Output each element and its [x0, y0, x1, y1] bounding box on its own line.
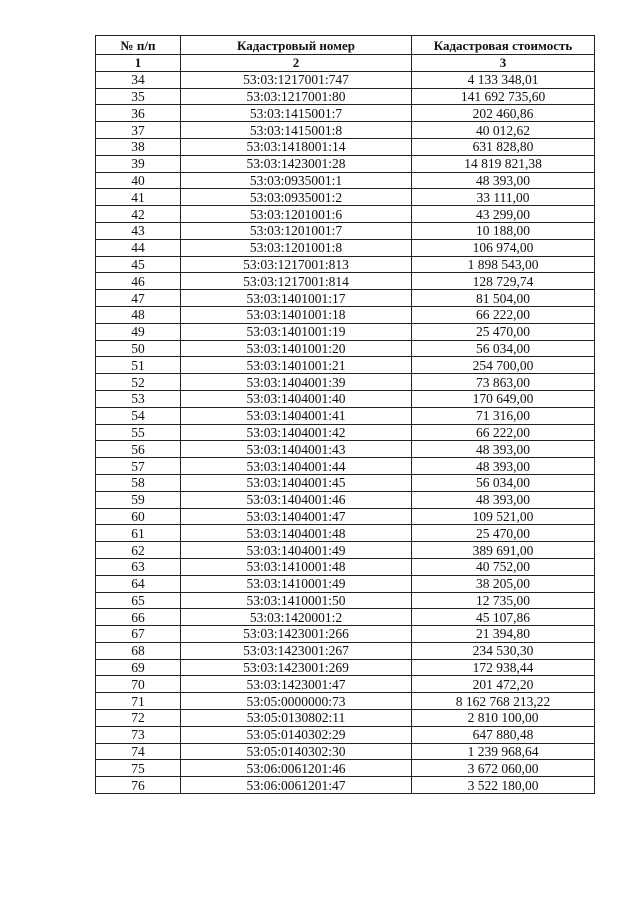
cadastral-number-cell: 53:03:1201001:6	[181, 206, 412, 223]
table-row	[96, 491, 595, 508]
cadastral-value-cell: 109 521,00	[412, 508, 595, 525]
table-row	[96, 609, 595, 626]
cadastral-value-cell: 1 898 543,00	[412, 256, 595, 273]
cadastral-number-cell: 53:03:1418001:14	[181, 138, 412, 155]
cadastral-value-cell: 170 649,00	[412, 390, 595, 407]
cadastral-number-cell: 53:03:1404001:49	[181, 542, 412, 559]
cadastral-value-cell: 3 672 060,00	[412, 760, 595, 777]
cadastral-number-cell: 53:03:1217001:747	[181, 71, 412, 88]
table-row	[96, 290, 595, 307]
row-number-cell: 55	[96, 424, 181, 441]
table-row	[96, 474, 595, 491]
cadastral-value-cell: 14 819 821,38	[412, 155, 595, 172]
table-row	[96, 693, 595, 710]
table-row	[96, 88, 595, 105]
table-row	[96, 659, 595, 676]
cadastral-value-cell: 48 393,00	[412, 441, 595, 458]
cadastral-value-cell: 254 700,00	[412, 357, 595, 374]
table-row	[96, 743, 595, 760]
table-row	[96, 642, 595, 659]
row-number-cell: 56	[96, 441, 181, 458]
cadastral-number-cell: 53:03:0935001:1	[181, 172, 412, 189]
cadastral-value-cell: 141 692 735,60	[412, 88, 595, 105]
row-number-cell: 52	[96, 374, 181, 391]
cadastral-number-cell: 53:06:0061201:46	[181, 760, 412, 777]
header-cadastral-value: Кадастровая стоимость	[412, 36, 595, 55]
row-number-cell: 38	[96, 138, 181, 155]
row-number-cell: 73	[96, 726, 181, 743]
row-number-cell: 76	[96, 777, 181, 794]
cadastral-value-cell: 48 393,00	[412, 491, 595, 508]
table-row	[96, 256, 595, 273]
table-row	[96, 760, 595, 777]
row-number-cell: 44	[96, 239, 181, 256]
column-number-2: 2	[181, 55, 412, 72]
cadastral-value-cell: 71 316,00	[412, 407, 595, 424]
table-row	[96, 374, 595, 391]
cadastral-number-cell: 53:03:1401001:17	[181, 290, 412, 307]
row-number-cell: 64	[96, 575, 181, 592]
row-number-cell: 65	[96, 592, 181, 609]
table-body	[96, 71, 595, 793]
row-number-cell: 50	[96, 340, 181, 357]
cadastral-number-cell: 53:03:1410001:49	[181, 575, 412, 592]
cadastral-number-cell: 53:03:1423001:269	[181, 659, 412, 676]
row-number-cell: 45	[96, 256, 181, 273]
table-row	[96, 441, 595, 458]
row-number-cell: 63	[96, 558, 181, 575]
cadastral-number-cell: 53:03:1404001:43	[181, 441, 412, 458]
cadastral-value-cell: 2 810 100,00	[412, 710, 595, 727]
row-number-cell: 36	[96, 105, 181, 122]
cadastral-number-cell: 53:03:1404001:40	[181, 390, 412, 407]
cadastral-value-cell: 1 239 968,64	[412, 743, 595, 760]
cadastral-value-cell: 389 691,00	[412, 542, 595, 559]
table-row	[96, 138, 595, 155]
table-row	[96, 172, 595, 189]
row-number-cell: 68	[96, 642, 181, 659]
table-row	[96, 726, 595, 743]
table-row	[96, 206, 595, 223]
table-row	[96, 323, 595, 340]
row-number-cell: 62	[96, 542, 181, 559]
cadastral-number-cell: 53:03:1404001:41	[181, 407, 412, 424]
header-row-number: № п/п	[96, 36, 181, 55]
table-row	[96, 424, 595, 441]
table-row	[96, 525, 595, 542]
cadastral-number-cell: 53:03:1217001:814	[181, 273, 412, 290]
table-row	[96, 407, 595, 424]
cadastral-number-cell: 53:03:1423001:267	[181, 642, 412, 659]
column-number-3: 3	[412, 55, 595, 72]
table-row	[96, 122, 595, 139]
cadastral-value-cell: 40 012,62	[412, 122, 595, 139]
cadastral-number-cell: 53:03:0935001:2	[181, 189, 412, 206]
table-row	[96, 273, 595, 290]
row-number-cell: 39	[96, 155, 181, 172]
cadastral-number-cell: 53:03:1217001:80	[181, 88, 412, 105]
cadastral-value-cell: 10 188,00	[412, 222, 595, 239]
table-row	[96, 777, 595, 794]
column-number-1: 1	[96, 55, 181, 72]
row-number-cell: 54	[96, 407, 181, 424]
table-row	[96, 71, 595, 88]
cadastral-number-cell: 53:05:0140302:30	[181, 743, 412, 760]
row-number-cell: 40	[96, 172, 181, 189]
row-number-cell: 69	[96, 659, 181, 676]
row-number-cell: 67	[96, 626, 181, 643]
cadastral-value-cell: 66 222,00	[412, 306, 595, 323]
cadastral-number-cell: 53:05:0140302:29	[181, 726, 412, 743]
row-number-cell: 57	[96, 458, 181, 475]
cadastral-value-cell: 66 222,00	[412, 424, 595, 441]
row-number-cell: 72	[96, 710, 181, 727]
row-number-cell: 61	[96, 525, 181, 542]
cadastral-number-cell: 53:03:1404001:47	[181, 508, 412, 525]
row-number-cell: 42	[96, 206, 181, 223]
row-number-cell: 49	[96, 323, 181, 340]
cadastral-number-cell: 53:03:1423001:28	[181, 155, 412, 172]
cadastral-number-cell: 53:03:1201001:8	[181, 239, 412, 256]
row-number-cell: 71	[96, 693, 181, 710]
column-number-row	[96, 55, 595, 72]
row-number-cell: 60	[96, 508, 181, 525]
cadastral-value-cell: 128 729,74	[412, 273, 595, 290]
cadastral-number-cell: 53:03:1404001:46	[181, 491, 412, 508]
table-row	[96, 306, 595, 323]
cadastral-number-cell: 53:03:1217001:813	[181, 256, 412, 273]
cadastral-number-cell: 53:03:1401001:21	[181, 357, 412, 374]
table-row	[96, 508, 595, 525]
table-row	[96, 155, 595, 172]
cadastral-value-cell: 172 938,44	[412, 659, 595, 676]
row-number-cell: 35	[96, 88, 181, 105]
cadastral-value-cell: 234 530,30	[412, 642, 595, 659]
cadastral-value-cell: 106 974,00	[412, 239, 595, 256]
table-row	[96, 575, 595, 592]
cadastral-number-cell: 53:03:1420001:2	[181, 609, 412, 626]
row-number-cell: 66	[96, 609, 181, 626]
cadastral-number-cell: 53:03:1423001:266	[181, 626, 412, 643]
cadastral-value-cell: 21 394,80	[412, 626, 595, 643]
row-number-cell: 34	[96, 71, 181, 88]
table-row	[96, 105, 595, 122]
cadastral-number-cell: 53:03:1415001:7	[181, 105, 412, 122]
cadastral-value-cell: 56 034,00	[412, 474, 595, 491]
row-number-cell: 59	[96, 491, 181, 508]
cadastral-number-cell: 53:03:1401001:20	[181, 340, 412, 357]
table-row	[96, 626, 595, 643]
row-number-cell: 75	[96, 760, 181, 777]
table-row	[96, 222, 595, 239]
cadastral-value-cell: 38 205,00	[412, 575, 595, 592]
cadastral-value-cell: 45 107,86	[412, 609, 595, 626]
table-row	[96, 710, 595, 727]
cadastral-value-cell: 56 034,00	[412, 340, 595, 357]
row-number-cell: 53	[96, 390, 181, 407]
cadastral-value-cell: 48 393,00	[412, 172, 595, 189]
cadastral-number-cell: 53:03:1415001:8	[181, 122, 412, 139]
table-row	[96, 542, 595, 559]
cadastral-value-cell: 81 504,00	[412, 290, 595, 307]
cadastral-value-cell: 8 162 768 213,22	[412, 693, 595, 710]
cadastral-number-cell: 53:03:1401001:18	[181, 306, 412, 323]
table-row	[96, 592, 595, 609]
cadastral-number-cell: 53:03:1404001:39	[181, 374, 412, 391]
cadastral-number-cell: 53:03:1404001:44	[181, 458, 412, 475]
cadastral-value-cell: 12 735,00	[412, 592, 595, 609]
row-number-cell: 43	[96, 222, 181, 239]
cadastral-value-cell: 25 470,00	[412, 525, 595, 542]
cadastral-value-cell: 201 472,20	[412, 676, 595, 693]
table-row	[96, 676, 595, 693]
table-row	[96, 189, 595, 206]
table-row	[96, 390, 595, 407]
row-number-cell: 47	[96, 290, 181, 307]
cadastral-number-cell: 53:03:1404001:48	[181, 525, 412, 542]
cadastral-value-cell: 631 828,80	[412, 138, 595, 155]
cadastral-number-cell: 53:03:1404001:42	[181, 424, 412, 441]
row-number-cell: 58	[96, 474, 181, 491]
table-header-row	[96, 36, 595, 55]
row-number-cell: 74	[96, 743, 181, 760]
row-number-cell: 37	[96, 122, 181, 139]
cadastral-number-cell: 53:03:1401001:19	[181, 323, 412, 340]
cadastral-value-cell: 40 752,00	[412, 558, 595, 575]
cadastral-value-cell: 202 460,86	[412, 105, 595, 122]
cadastral-number-cell: 53:03:1410001:50	[181, 592, 412, 609]
cadastral-value-cell: 4 133 348,01	[412, 71, 595, 88]
cadastral-number-cell: 53:05:0130802:11	[181, 710, 412, 727]
table-row	[96, 239, 595, 256]
header-cadastral-number: Кадастровый номер	[181, 36, 412, 55]
cadastral-number-cell: 53:03:1410001:48	[181, 558, 412, 575]
cadastral-value-cell: 73 863,00	[412, 374, 595, 391]
cadastral-value-cell: 3 522 180,00	[412, 777, 595, 794]
cadastral-value-cell: 33 111,00	[412, 189, 595, 206]
cadastral-value-cell: 43 299,00	[412, 206, 595, 223]
cadastral-value-cell: 48 393,00	[412, 458, 595, 475]
table-row	[96, 357, 595, 374]
row-number-cell: 48	[96, 306, 181, 323]
cadastral-number-cell: 53:06:0061201:47	[181, 777, 412, 794]
cadastral-number-cell: 53:03:1423001:47	[181, 676, 412, 693]
table-row	[96, 340, 595, 357]
cadastral-number-cell: 53:03:1404001:45	[181, 474, 412, 491]
cadastral-value-cell: 647 880,48	[412, 726, 595, 743]
cadastral-number-cell: 53:03:1201001:7	[181, 222, 412, 239]
table-row	[96, 558, 595, 575]
row-number-cell: 70	[96, 676, 181, 693]
table-row	[96, 458, 595, 475]
cadastral-number-cell: 53:05:0000000:73	[181, 693, 412, 710]
row-number-cell: 41	[96, 189, 181, 206]
row-number-cell: 51	[96, 357, 181, 374]
row-number-cell: 46	[96, 273, 181, 290]
cadastral-value-table	[95, 35, 595, 794]
cadastral-value-cell: 25 470,00	[412, 323, 595, 340]
